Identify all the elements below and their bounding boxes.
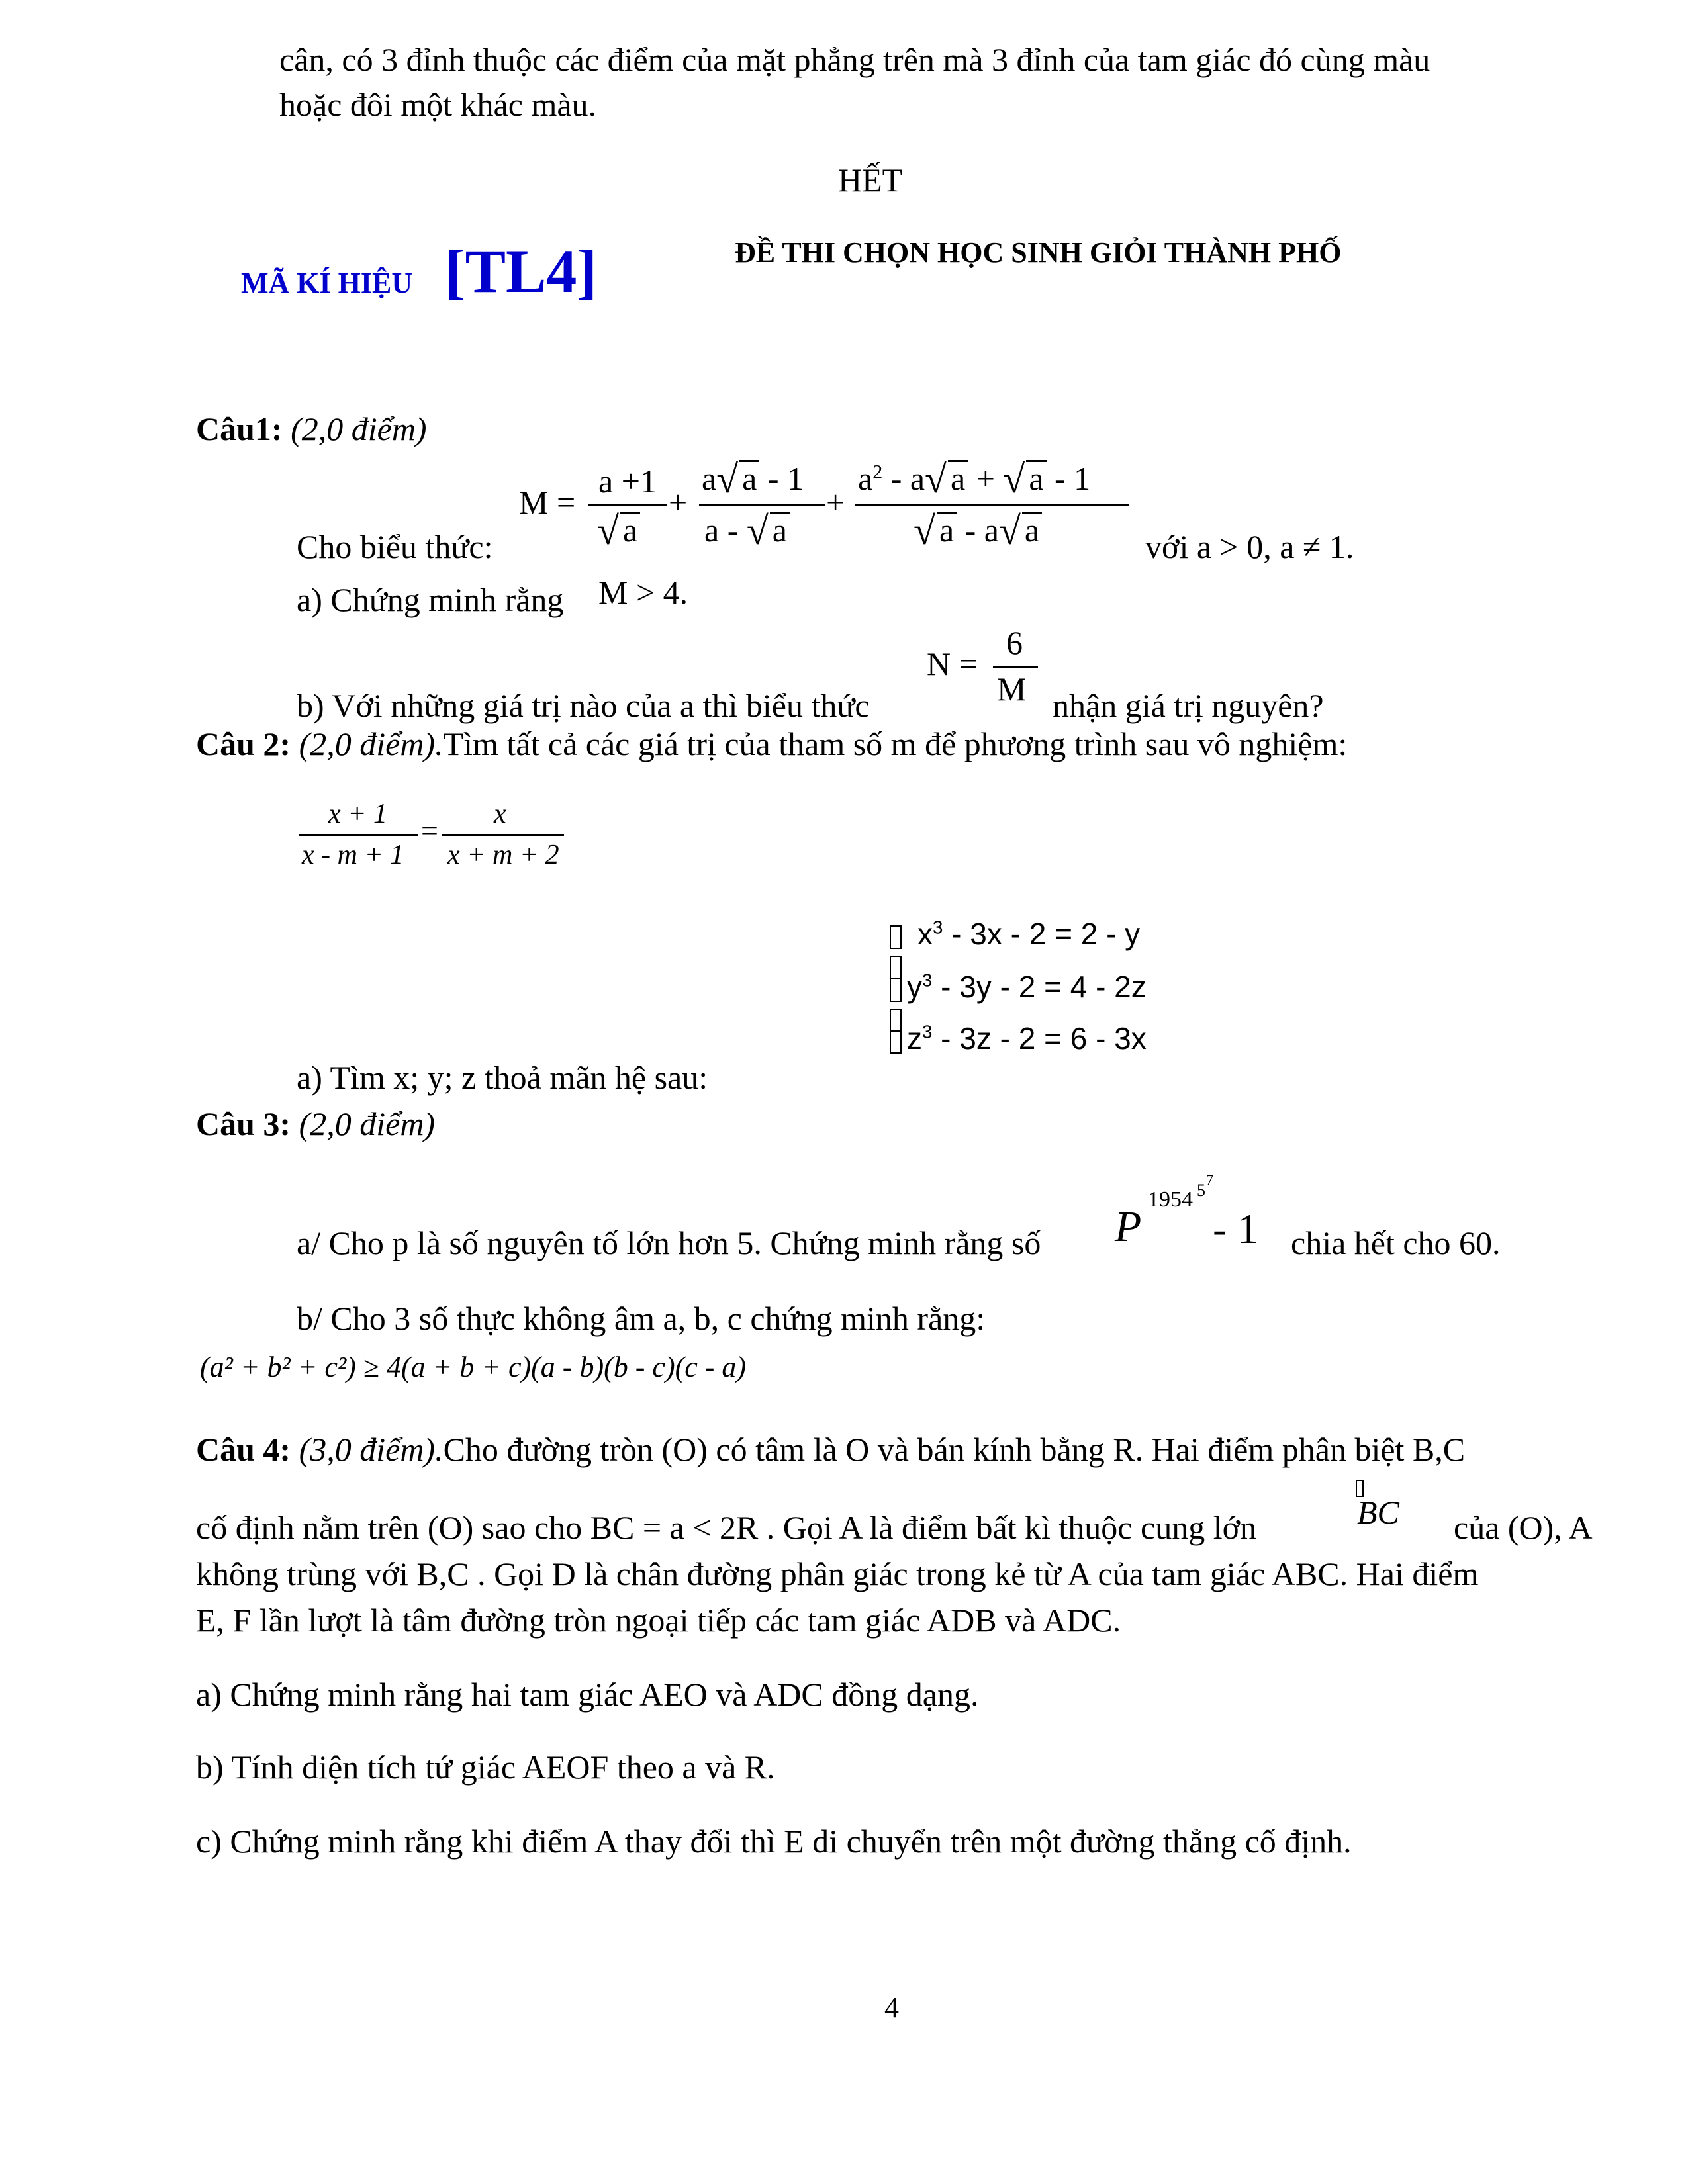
- q3-label: Câu 3:: [196, 1105, 291, 1142]
- q1-part-b-end: nhận giá trị nguyên?: [1053, 687, 1324, 724]
- q2-eq-right-bar: [442, 834, 564, 836]
- q2-eq-equals: =: [421, 813, 438, 847]
- q2-system-brace-mid2: [890, 978, 902, 1002]
- q1-term2-den: a - √ a: [704, 511, 790, 551]
- q2-system-brace-mid1: [890, 956, 902, 979]
- q4-label: Câu 4:: [196, 1431, 291, 1468]
- page-number: 4: [884, 1991, 899, 2024]
- q1-term3-den: √ a - a√ a: [914, 511, 1042, 551]
- q3-part-a-start: a/ Cho p là số nguyên tố lớn hơn 5. Chứng minh rằng số: [297, 1224, 1041, 1261]
- q1-term1-num: a +1: [598, 463, 657, 500]
- q4-line-2-start: cố định nằm trên (O) sao cho BC = a < 2R . Gọi A là điểm bất kì thuộc cung lớn: [196, 1509, 1257, 1546]
- q3-power-exp: 1954: [1148, 1187, 1193, 1212]
- q3-power-exp2: 5: [1197, 1181, 1205, 1200]
- code-label: MÃ KÍ HIỆU: [241, 267, 413, 299]
- q2-eq-left-num: x + 1: [328, 799, 387, 829]
- q4-part-b: b) Tính diện tích tứ giác AEOF theo a và R.: [196, 1749, 775, 1786]
- q1-plus-2: +: [826, 484, 845, 521]
- q4-line-4: E, F lần lượt là tâm đường tròn ngoại tiếp các tam giác ADB và ADC.: [196, 1602, 1121, 1639]
- q1-part-a: a) Chứng minh rằng: [297, 581, 564, 618]
- end-marker: HẾT: [838, 161, 903, 199]
- q4-arc-label: BC: [1357, 1494, 1399, 1531]
- q2-part-a: a) Tìm x; y; z thoả mãn hệ sau:: [297, 1059, 708, 1096]
- q2-heading: [196, 724, 1347, 764]
- q3-heading: [196, 1104, 435, 1144]
- q2-eq-left-den: x - m + 1: [302, 840, 404, 870]
- exam-title: ĐỀ THI CHỌN HỌC SINH GIỎI THÀNH PHỐ: [735, 236, 1342, 269]
- q4-line-1: Cho đường tròn (O) có tâm là O và bán kính bằng R. Hai điểm phân biệt B,C: [443, 1431, 1466, 1468]
- intro-line-2: hoặc đôi một khác màu.: [279, 86, 597, 123]
- q1-term1: [588, 462, 667, 500]
- q2-points: (2,0 điểm).: [299, 725, 444, 762]
- q1-part-a-math: M > 4.: [598, 574, 688, 611]
- intro-line-1: cân, có 3 đỉnh thuộc các điểm của mặt phẳng trên mà 3 đỉnh của tam giác đó cùng màu: [279, 41, 1430, 78]
- code-value: [TL4]: [445, 238, 597, 305]
- q3-power-base: P: [1115, 1203, 1142, 1251]
- q4-points: (3,0 điểm).: [299, 1431, 444, 1468]
- q2-label: Câu 2:: [196, 725, 291, 762]
- q2-eq-right-den: x + m + 2: [447, 840, 559, 870]
- q1-term1-bar: [588, 504, 667, 506]
- q3-part-b: b/ Cho 3 số thực không âm a, b, c chứng minh rằng:: [297, 1300, 986, 1337]
- q4-line-2-end: của (O), A: [1454, 1509, 1593, 1546]
- q2-system-brace-mid3: [890, 1009, 902, 1032]
- q1-term3-bar: [855, 504, 1129, 506]
- q1-N-den: M: [997, 670, 1027, 707]
- q3-power-tail: - 1: [1213, 1205, 1259, 1252]
- q2-system-eq-2: $y^3 - 3y - 2 = 4 - 2z$: [907, 970, 1147, 1004]
- q2-system-eq-1: $x^3 - 3x - 2 = 2 - y$: [917, 917, 1141, 951]
- q2-system-brace-bot: [890, 1030, 902, 1054]
- q1-plus-1: +: [669, 484, 688, 521]
- q4-heading: [196, 1430, 1465, 1469]
- q1-term2-bar: [699, 504, 825, 506]
- q1-N-lhs: N =: [927, 645, 978, 682]
- q2-text: Tìm tất cả các giá trị của tham số m để phương trình sau vô nghiệm:: [443, 725, 1348, 762]
- q3-inequality: (a² + b² + c²) ≥ 4(a + b + c)(a - b)(b - c)(c - a): [200, 1351, 747, 1383]
- q4-part-a: a) Chứng minh rằng hai tam giác AEO và ADC đồng dạng.: [196, 1676, 979, 1713]
- q1-term2-num: a√ a - 1: [702, 457, 804, 501]
- q3-points: (2,0 điểm): [299, 1105, 436, 1142]
- q2-system-eq-3: $z^3 - 3z - 2 = 6 - 3x$: [907, 1021, 1147, 1056]
- q3-power-exp3: 7: [1206, 1171, 1213, 1188]
- q3-part-a-end: chia hết cho 60.: [1291, 1224, 1501, 1261]
- q1-part-b-start: b) Với những giá trị nào của a thì biểu thức: [297, 687, 870, 724]
- q1-N-num: 6: [1006, 624, 1023, 661]
- q1-N-bar: [993, 666, 1038, 668]
- q2-eq-left-bar: [299, 834, 418, 836]
- q1-label: Câu1:: [196, 410, 283, 447]
- q2-system-brace-top: [890, 925, 902, 949]
- q1-term1-den: √ a: [597, 511, 640, 551]
- q1-condition: với a > 0, a ≠ 1.: [1145, 528, 1354, 565]
- q1-heading: [196, 409, 427, 449]
- q1-cho-label: Cho biểu thức:: [297, 528, 493, 565]
- q1-points: (2,0 điểm): [291, 410, 427, 447]
- q2-eq-right-num: x: [494, 799, 506, 829]
- q4-part-c: c) Chứng minh rằng khi điểm A thay đổi thì E di chuyển trên một đường thẳng cố định.: [196, 1823, 1352, 1860]
- q1-term3-num: $a^2 - a√$ a + √ a - 1: [858, 457, 1091, 501]
- q1-M-lhs: M =: [519, 484, 576, 521]
- q4-line-3: không trùng với B,C . Gọi D là chân đường phân giác trong kẻ từ A của tam giác ABC. Hai điểm: [196, 1555, 1479, 1592]
